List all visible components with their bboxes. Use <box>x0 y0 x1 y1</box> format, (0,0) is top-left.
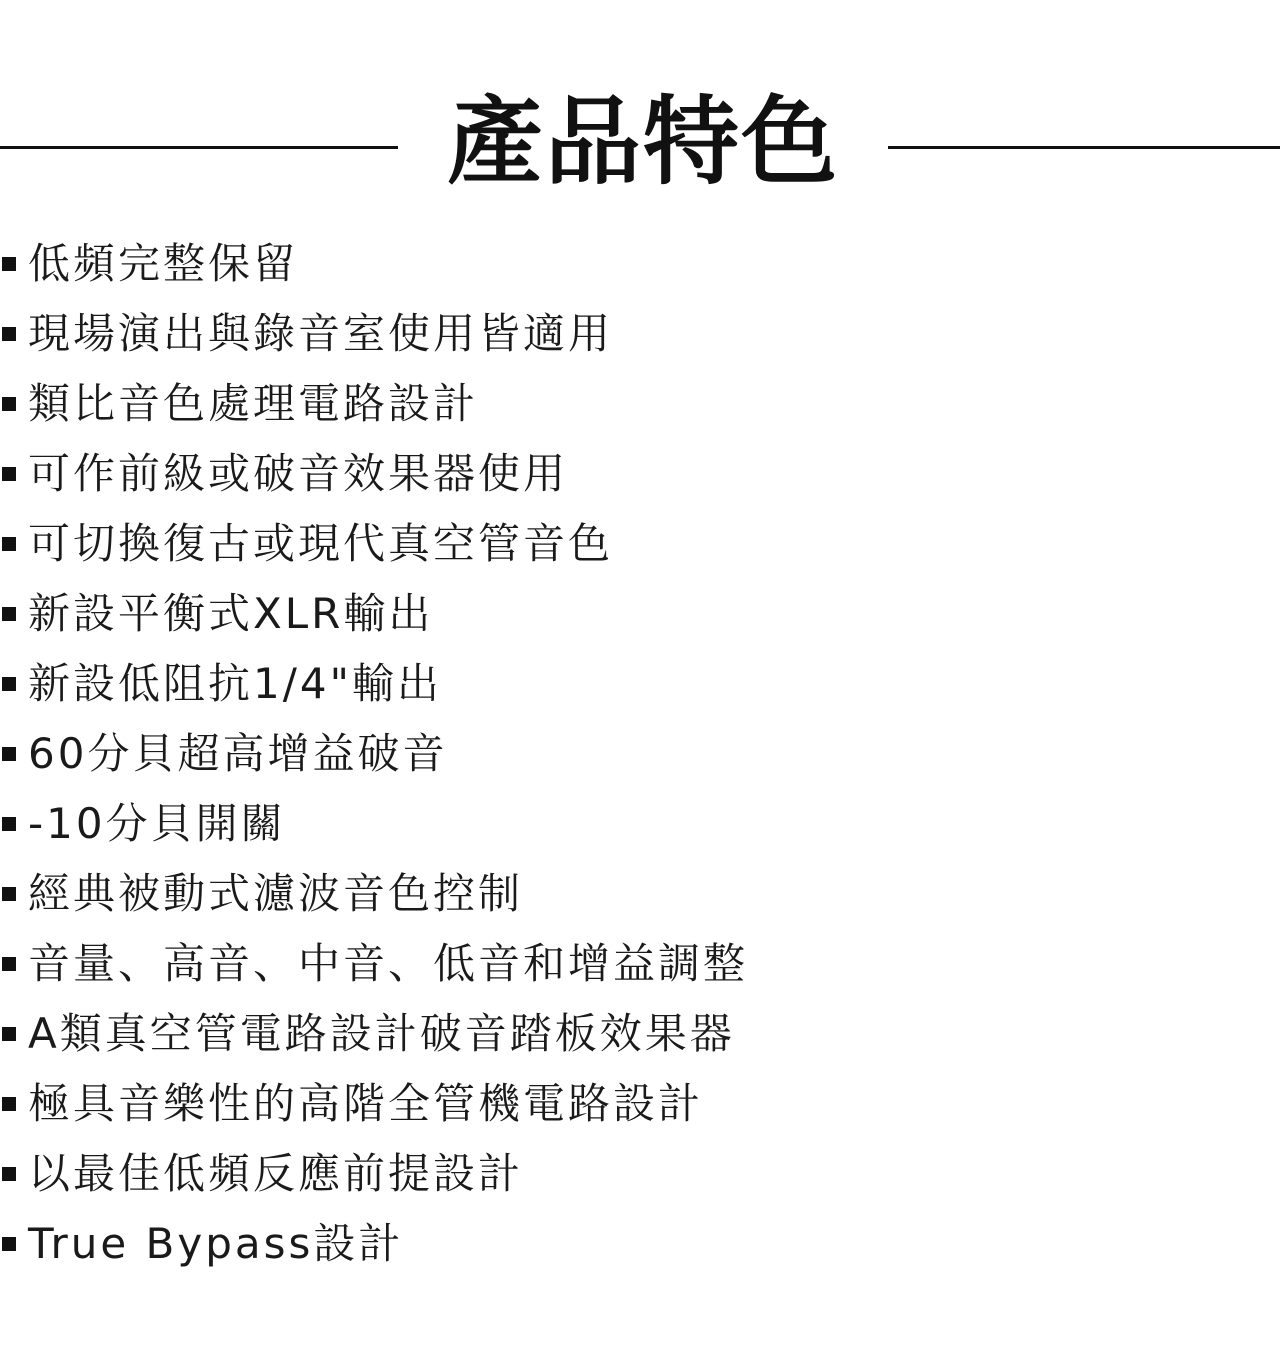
square-bullet-icon <box>2 1237 16 1251</box>
feature-text: 現場演出與錄音室使用皆適用 <box>28 309 614 358</box>
square-bullet-icon <box>2 677 16 691</box>
feature-text: 類比音色處理電路設計 <box>28 379 479 428</box>
feature-text: 新設低阻抗1/4"輸出 <box>28 659 442 708</box>
section-header <box>0 82 1280 202</box>
square-bullet-icon <box>2 957 16 971</box>
feature-text: 60分貝超高增益破音 <box>28 729 448 778</box>
square-bullet-icon <box>2 817 16 831</box>
header-divider-right <box>888 146 1280 149</box>
feature-list <box>0 229 748 1279</box>
square-bullet-icon <box>2 327 16 341</box>
feature-text: 低頻完整保留 <box>28 239 299 288</box>
page-title: 產品特色 <box>447 86 839 198</box>
feature-item <box>0 299 748 369</box>
feature-item <box>0 719 748 789</box>
square-bullet-icon <box>2 1097 16 1111</box>
square-bullet-icon <box>2 537 16 551</box>
feature-item <box>0 859 748 929</box>
feature-text: 經典被動式濾波音色控制 <box>28 869 524 918</box>
feature-text: 以最佳低頻反應前提設計 <box>28 1149 524 1198</box>
feature-item <box>0 509 748 579</box>
feature-text: 極具音樂性的高階全管機電路設計 <box>28 1079 704 1128</box>
square-bullet-icon <box>2 1167 16 1181</box>
square-bullet-icon <box>2 1027 16 1041</box>
square-bullet-icon <box>2 467 16 481</box>
feature-item <box>0 579 748 649</box>
feature-item <box>0 649 748 719</box>
square-bullet-icon <box>2 747 16 761</box>
feature-text: A類真空管電路設計破音踏板效果器 <box>28 1009 735 1058</box>
feature-text: 音量、高音、中音、低音和增益調整 <box>28 939 749 988</box>
square-bullet-icon <box>2 397 16 411</box>
feature-item <box>0 439 748 509</box>
feature-item <box>0 999 748 1069</box>
feature-text: -10分貝開關 <box>28 799 286 848</box>
feature-item <box>0 1139 748 1209</box>
square-bullet-icon <box>2 887 16 901</box>
feature-item <box>0 789 748 859</box>
feature-text: 可作前級或破音效果器使用 <box>28 449 569 498</box>
header-divider-left <box>0 146 398 149</box>
feature-item <box>0 929 748 999</box>
feature-item <box>0 369 748 439</box>
feature-item <box>0 229 748 299</box>
feature-item <box>0 1209 748 1279</box>
feature-item <box>0 1069 748 1139</box>
feature-text: 可切換復古或現代真空管音色 <box>28 519 614 568</box>
feature-text: 新設平衡式XLR輸出 <box>28 589 434 638</box>
feature-text: True Bypass設計 <box>28 1219 404 1268</box>
square-bullet-icon <box>2 607 16 621</box>
square-bullet-icon <box>2 257 16 271</box>
